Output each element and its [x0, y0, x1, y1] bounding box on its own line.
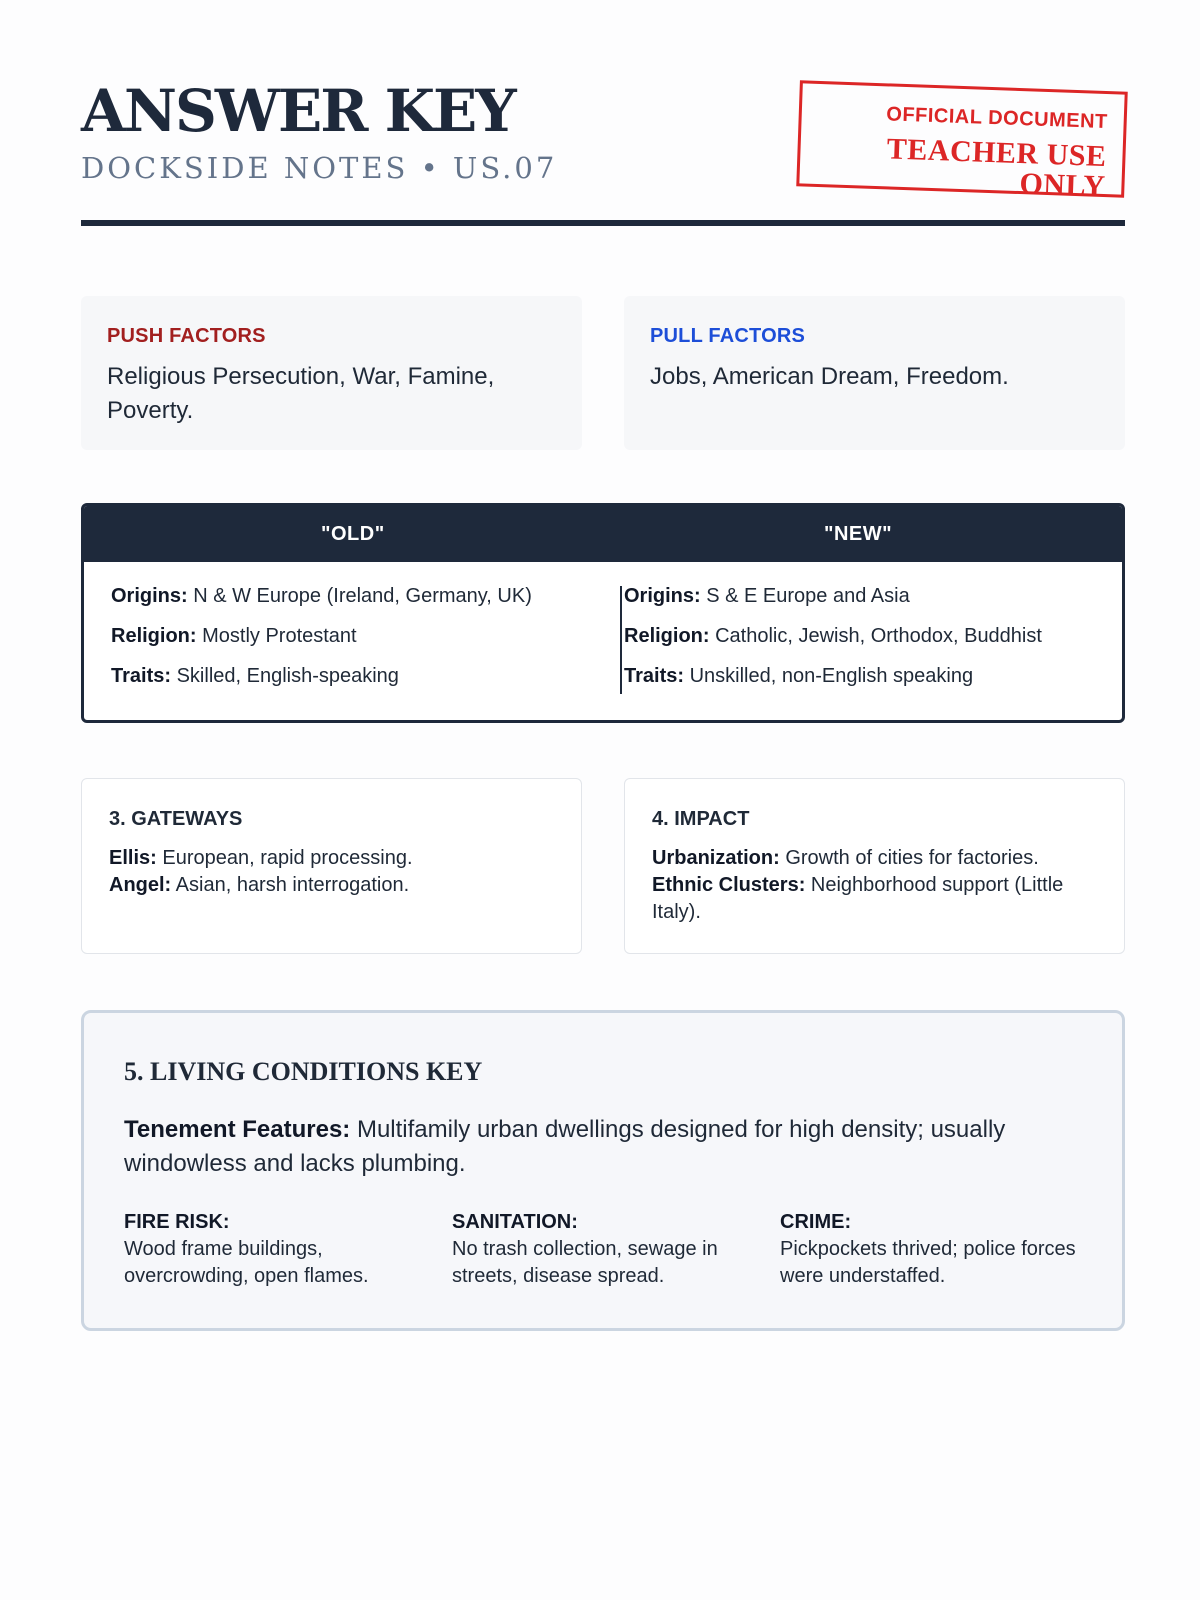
teacher-stamp: [796, 80, 1127, 204]
row-label: Origins:: [111, 585, 188, 607]
new-column: [620, 586, 1042, 694]
row-value: Skilled, English-speaking: [171, 665, 399, 687]
factors-section: [81, 296, 1125, 450]
page-title: ANSWER KEY: [81, 77, 515, 145]
living-conditions-box: [81, 1010, 1125, 1331]
hazard-label: FIRE RISK:: [124, 1211, 230, 1233]
new-origins-row: [624, 586, 1042, 626]
living-conditions-title: 5. LIVING CONDITIONS KEY: [124, 1057, 483, 1086]
impact-ethnic-clusters: [652, 872, 1097, 926]
tenement-description: Multifamily urban dwellings designed for high density; usually windowless and lacks plumbing.: [124, 1116, 1006, 1177]
header-divider: [81, 220, 1125, 226]
row-label: Traits:: [624, 665, 685, 687]
stamp-line-teacher: TEACHER USE ONLY: [886, 132, 1108, 204]
tenement-features-text: [124, 1113, 1084, 1181]
hazard-fire-risk: [124, 1209, 424, 1290]
new-traits-row: [624, 666, 1042, 706]
row-label: Traits:: [111, 665, 172, 687]
row-value: Catholic, Jewish, Orthodox, Buddhist: [709, 625, 1042, 647]
old-religion-row: [111, 626, 532, 666]
impact-value: Neighborhood support (Little Italy).: [652, 874, 1064, 923]
old-traits-row: [111, 666, 532, 706]
push-factors-box: [81, 296, 582, 450]
old-new-comparison-table: [81, 503, 1125, 723]
row-value: N & W Europe (Ireland, Germany, UK): [187, 585, 532, 607]
hazard-label: CRIME:: [780, 1211, 852, 1233]
old-column-heading: "OLD": [321, 523, 385, 545]
push-factors-text: Religious Persecution, War, Famine, Poverty.: [107, 363, 495, 424]
row-label: Origins:: [624, 585, 701, 607]
impact-body: [652, 845, 1097, 926]
pull-factors-box: [624, 296, 1125, 450]
impact-label: Urbanization:: [652, 847, 780, 869]
row-label: Religion:: [111, 625, 197, 647]
gateways-impact-section: [81, 778, 1125, 954]
hazard-text: Pickpockets thrived; police forces were understaffed.: [780, 1238, 1076, 1287]
gateway-ellis: [109, 845, 554, 872]
impact-card: [624, 778, 1125, 954]
hazard-text: No trash collection, sewage in streets, disease spread.: [452, 1238, 718, 1287]
impact-label: Ethnic Clusters:: [652, 874, 806, 896]
gateway-value: European, rapid processing.: [156, 847, 413, 869]
old-column: [111, 586, 532, 706]
gateway-angel: [109, 872, 554, 899]
header: [81, 0, 1125, 230]
row-value: Mostly Protestant: [196, 625, 357, 647]
impact-value: Growth of cities for factories.: [779, 847, 1039, 869]
comparison-header: [84, 506, 1122, 562]
pull-factors-text: Jobs, American Dream, Freedom.: [650, 363, 1009, 390]
row-value: S & E Europe and Asia: [700, 585, 910, 607]
hazard-label: SANITATION:: [452, 1211, 578, 1233]
row-value: Unskilled, non-English speaking: [684, 665, 974, 687]
push-factors-label: PUSH FACTORS: [107, 325, 266, 347]
hazard-text: Wood frame buildings, overcrowding, open flames.: [124, 1238, 369, 1287]
stamp-line-official: OFFICIAL DOCUMENT: [885, 103, 1109, 134]
answer-key-page: [81, 0, 1125, 1287]
row-label: Religion:: [624, 625, 710, 647]
new-religion-row: [624, 626, 1042, 666]
gateways-title: 3. GATEWAYS: [109, 808, 243, 830]
hazard-crime: [780, 1209, 1080, 1290]
gateway-label: Angel:: [109, 874, 172, 896]
impact-urbanization: [652, 845, 1097, 872]
pull-factors-label: PULL FACTORS: [650, 325, 806, 347]
hazard-sanitation: [452, 1209, 752, 1290]
new-column-heading: "NEW": [824, 523, 893, 545]
gateway-value: Asian, harsh interrogation.: [171, 874, 410, 896]
gateway-label: Ellis:: [109, 847, 157, 869]
comparison-body: [84, 562, 1122, 723]
tenement-label: Tenement Features:: [124, 1116, 351, 1143]
impact-title: 4. IMPACT: [652, 808, 750, 830]
page-subtitle: DOCKSIDE NOTES • US.07: [81, 151, 558, 185]
hazards-row: [124, 1209, 1114, 1299]
old-origins-row: [111, 586, 532, 626]
gateways-card: [81, 778, 582, 954]
gateways-body: [109, 845, 554, 899]
